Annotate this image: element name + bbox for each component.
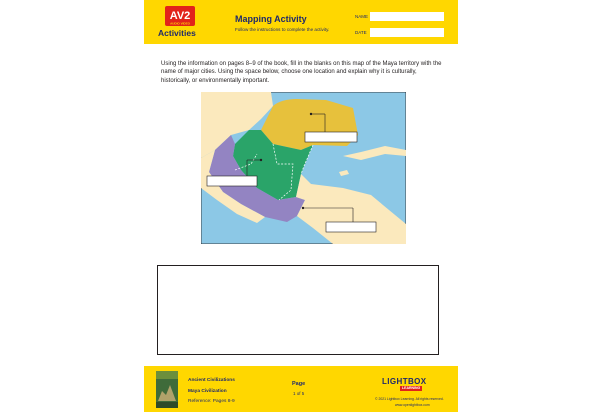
instructions-text: Using the information on pages 8–9 of the book, fill in the blanks on this map of the Maya territory with the name of major cities. Using the space below, choose one location and explain why it is culturally, historically, or environmentally important. [161,61,442,84]
date-field[interactable] [370,28,444,37]
activity-title: Mapping Activity [235,14,307,24]
city-label-box-3[interactable] [326,222,376,232]
copyright-text: © 2021 Lightbox Learning. All rights reserved. [375,397,444,401]
lightbox-logo-sub: LEARNING [402,386,421,390]
logo-text: AV2 [169,10,191,22]
page-reference: Reference: Pages 8-9 [188,399,235,404]
name-field[interactable] [370,12,444,21]
city-marker-2 [260,159,262,161]
city-label-box-1[interactable] [305,132,357,142]
page-number: 1 of 5 [293,391,305,396]
book-cover-thumbnail [156,371,178,408]
name-label: NAME [355,14,369,19]
lightbox-logo: LIGHTBOX [382,377,427,386]
city-marker-1 [310,113,312,115]
website-link[interactable]: www.openlightbox.com [395,403,430,407]
region-yucatan [261,99,358,150]
worksheet-page [144,0,458,412]
activity-subtitle: Follow the instructions to complete the activity. [235,27,330,32]
activities-label: Activities [158,28,196,38]
book-title: Maya Civilization [188,389,227,394]
footer-bar [144,366,458,412]
city-label-box-2[interactable] [207,176,257,186]
series-title: Ancient Civilizations [188,378,235,383]
maya-territory-map [201,92,406,244]
answer-box[interactable] [157,265,439,355]
header-bar [144,0,458,44]
city-marker-3 [302,207,304,209]
logo-subtext: AUDIO VIDEO [170,21,190,26]
av2-logo [165,6,195,26]
date-label: DATE [355,30,367,35]
page-label: Page [292,381,306,387]
